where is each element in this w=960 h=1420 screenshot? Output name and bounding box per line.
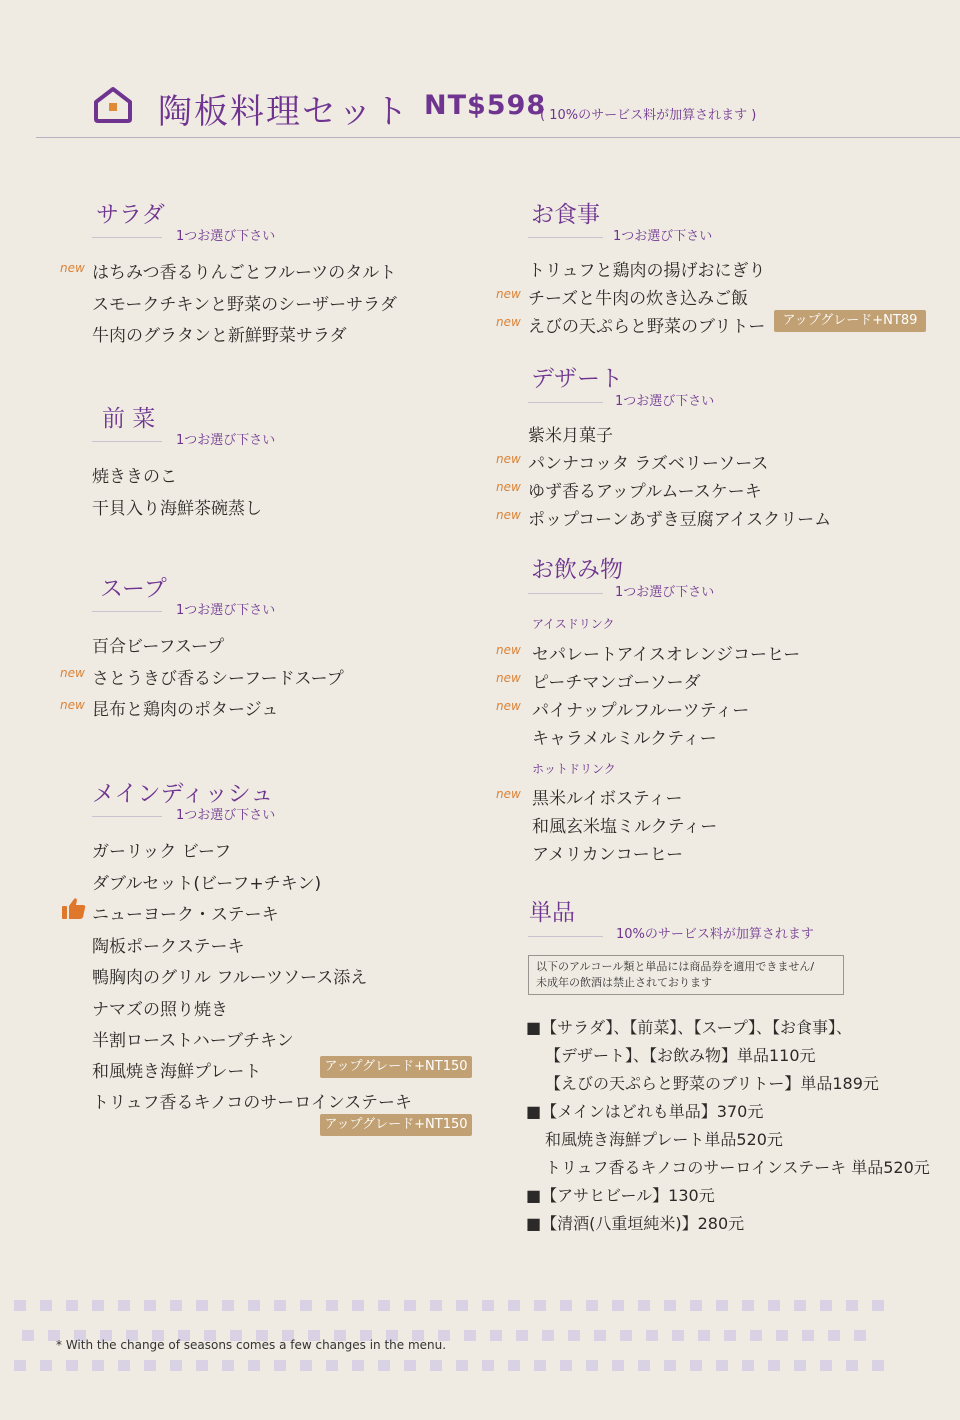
menu-item: アメリカンコーヒー: [532, 845, 684, 865]
decorative-dot: [742, 1360, 754, 1371]
decorative-dot: [326, 1360, 338, 1371]
section-subtitle: 1つお選び下さい: [615, 585, 715, 600]
menu-item: 鴨胸肉のグリル フルーツソース添え: [92, 968, 368, 988]
decorative-dot: [196, 1360, 208, 1371]
decorative-dot: [646, 1330, 658, 1341]
decorative-dot: [22, 1330, 34, 1341]
header-divider: [36, 137, 960, 138]
decorative-dot: [300, 1360, 312, 1371]
decorative-dot: [820, 1300, 832, 1311]
upgrade-badge: アップグレード+NT150: [320, 1114, 472, 1136]
decorative-dot: [378, 1360, 390, 1371]
alacarte-line: ■【サラダ】、【前菜】、【スープ】、【お食事】、: [526, 1018, 852, 1037]
decorative-dot: [794, 1360, 806, 1371]
section-subtitle: 1つお選び下さい: [176, 603, 276, 618]
decorative-dot: [612, 1360, 624, 1371]
decorative-dot: [378, 1300, 390, 1311]
decorative-dot: [716, 1300, 728, 1311]
section-title-alacarte: 単品: [529, 900, 575, 926]
menu-item: スモークチキンと野菜のシーザーサラダ: [92, 295, 397, 315]
decorative-dot: [586, 1300, 598, 1311]
decorative-dot: [568, 1330, 580, 1341]
decorative-dot: [534, 1300, 546, 1311]
menu-item: 黒米ルイボスティー: [532, 789, 683, 809]
decorative-dot: [534, 1360, 546, 1371]
section-underline: [92, 816, 162, 817]
decorative-dot: [664, 1300, 676, 1311]
decorative-dot: [776, 1330, 788, 1341]
menu-item: パイナップルフルーツティー: [532, 701, 750, 721]
new-badge: new: [60, 666, 85, 680]
decorative-dot: [430, 1360, 442, 1371]
new-badge: new: [496, 787, 521, 801]
decorative-dot: [690, 1300, 702, 1311]
decorative-dot: [872, 1300, 884, 1311]
section-underline: [92, 611, 162, 612]
new-badge: new: [496, 452, 521, 466]
decorative-dot: [430, 1300, 442, 1311]
decorative-dot: [794, 1300, 806, 1311]
decorative-dot: [854, 1330, 866, 1341]
decorative-dot: [118, 1300, 130, 1311]
section-title-drinks: お飲み物: [531, 557, 623, 583]
decorative-dot: [222, 1360, 234, 1371]
decorative-dot: [274, 1300, 286, 1311]
new-badge: new: [496, 671, 521, 685]
decorative-dot: [66, 1300, 78, 1311]
decorative-dot: [724, 1330, 736, 1341]
decorative-dot: [352, 1360, 364, 1371]
notice-line: 以下のアルコール類と単品には商品券を適用できません/: [536, 960, 815, 973]
decorative-dot: [664, 1360, 676, 1371]
decorative-dot: [40, 1360, 52, 1371]
service-charge-note: ( 10%のサービス料が加算されます ): [540, 108, 757, 123]
menu-item: トリュフと鶏肉の揚げおにぎり: [528, 261, 766, 281]
decorative-dot: [846, 1300, 858, 1311]
alacarte-line: ■【清酒(八重垣純米)】280元: [526, 1214, 745, 1233]
section-underline: [528, 402, 603, 403]
decorative-dot: [482, 1360, 494, 1371]
house-icon: [92, 86, 134, 124]
decorative-dot: [196, 1300, 208, 1311]
upgrade-badge: アップグレード+NT89: [774, 310, 926, 332]
decorative-dot: [560, 1300, 572, 1311]
new-badge: new: [496, 480, 521, 494]
alacarte-line: 【えびの天ぷらと野菜のブリトー】単品189元: [545, 1074, 879, 1093]
new-badge: new: [60, 698, 85, 712]
new-badge: new: [496, 643, 521, 657]
decorative-dot: [222, 1300, 234, 1311]
decorative-dot: [690, 1360, 702, 1371]
section-title-soup: スープ: [100, 576, 167, 602]
decorative-dot: [14, 1360, 26, 1371]
section-title-main: メインディッシュ: [92, 781, 274, 807]
section-underline: [528, 593, 603, 594]
upgrade-badge: アップグレード+NT150: [320, 1056, 472, 1078]
decorative-dot: [508, 1360, 520, 1371]
alacarte-line: 和風焼き海鮮プレート単品520元: [545, 1130, 783, 1149]
decorative-dot: [516, 1330, 528, 1341]
decorative-dot: [846, 1360, 858, 1371]
menu-item: ニューヨーク・ステーキ: [92, 905, 279, 925]
alacarte-line: 【デザート】、【お飲み物】単品110元: [545, 1046, 816, 1065]
decorative-dot: [40, 1300, 52, 1311]
menu-item: 百合ビーフスープ: [92, 637, 225, 657]
menu-item: チーズと牛肉の炊き込みご飯: [528, 289, 749, 309]
menu-item: 和風焼き海鮮プレート: [92, 1062, 262, 1082]
decorative-dot: [326, 1300, 338, 1311]
section-title-dessert: デザート: [531, 366, 623, 392]
menu-item: ポップコーンあずき豆腐アイスクリーム: [528, 510, 832, 530]
new-badge: new: [496, 287, 521, 301]
new-badge: new: [496, 699, 521, 713]
menu-item: 昆布と鶏肉のポタージュ: [92, 700, 279, 720]
thumbs-up-icon: [61, 897, 87, 921]
menu-item: パンナコッタ ラズベリーソース: [528, 454, 769, 474]
menu-item: えびの天ぷらと野菜のブリトー: [528, 317, 766, 337]
decorative-dot: [638, 1300, 650, 1311]
decorative-dot: [490, 1330, 502, 1341]
decorative-dot: [750, 1330, 762, 1341]
menu-item: トリュフ香るキノコのサーロインステーキ: [92, 1093, 412, 1113]
decorative-dot: [274, 1360, 286, 1371]
decorative-dot: [352, 1300, 364, 1311]
decorative-dot: [404, 1360, 416, 1371]
decorative-dot: [248, 1360, 260, 1371]
decorative-dot: [144, 1300, 156, 1311]
decorative-dot: [872, 1360, 884, 1371]
section-subtitle: 1つお選び下さい: [176, 808, 276, 823]
section-subtitle: 10%のサービス料が加算されます: [616, 927, 814, 942]
decorative-dot: [92, 1300, 104, 1311]
menu-item: 紫米月菓子: [528, 426, 613, 446]
decorative-dot: [118, 1360, 130, 1371]
decorative-dot: [300, 1300, 312, 1311]
menu-item: ナマズの照り焼き: [92, 1000, 228, 1020]
decorative-dot: [594, 1330, 606, 1341]
alcohol-notice-box: [528, 955, 844, 995]
menu-item: ピーチマンゴーソーダ: [532, 673, 701, 693]
menu-item: 陶板ポークステーキ: [92, 937, 245, 957]
menu-item: ダブルセット(ビーフ+チキン): [92, 874, 322, 894]
menu-item: ゆず香るアップルムースケーキ: [528, 482, 762, 502]
decorative-dot: [620, 1330, 632, 1341]
menu-item: 焼ききのこ: [92, 467, 177, 487]
decorative-dot: [638, 1360, 650, 1371]
decorative-dot: [170, 1300, 182, 1311]
decorative-dot: [672, 1330, 684, 1341]
section-underline: [528, 936, 603, 937]
page-title: 陶板料理セット: [158, 92, 410, 132]
decorative-dot: [716, 1360, 728, 1371]
decorative-dot: [828, 1330, 840, 1341]
decorative-dot: [456, 1360, 468, 1371]
alacarte-line: ■【メインはどれも単品】370元: [526, 1102, 764, 1121]
notice-line: 未成年の飲酒は禁止されております: [536, 976, 712, 989]
menu-item: 半割ローストハーブチキン: [92, 1031, 294, 1051]
section-underline: [528, 237, 603, 238]
decorative-dot: [560, 1360, 572, 1371]
new-badge: new: [60, 261, 85, 275]
section-subtitle: 1つお選び下さい: [176, 433, 276, 448]
decorative-dot: [14, 1300, 26, 1311]
hot-drink-label: ホットドリンク: [532, 762, 616, 776]
decorative-dot: [482, 1300, 494, 1311]
alacarte-line: トリュフ香るキノコのサーロインステーキ 単品520元: [545, 1158, 930, 1177]
decorative-dot: [768, 1360, 780, 1371]
menu-item: 和風玄米塩ミルクティー: [532, 817, 718, 837]
alacarte-line: ■【アサヒビール】130元: [526, 1186, 715, 1205]
section-subtitle: 1つお選び下さい: [613, 229, 713, 244]
section-title-appetizer: 前 菜: [102, 406, 156, 432]
section-underline: [92, 237, 162, 238]
section-underline: [92, 441, 162, 442]
decorative-dot: [92, 1360, 104, 1371]
decorative-dot: [66, 1360, 78, 1371]
decorative-dot: [248, 1300, 260, 1311]
decorative-dot: [820, 1360, 832, 1371]
menu-item: セパレートアイスオレンジコーヒー: [532, 645, 801, 665]
decorative-dot: [464, 1330, 476, 1341]
decorative-dot: [508, 1300, 520, 1311]
decorative-dot: [404, 1300, 416, 1311]
iced-drink-label: アイスドリンク: [532, 617, 615, 631]
decorative-dot: [170, 1360, 182, 1371]
decorative-dot: [456, 1300, 468, 1311]
new-badge: new: [496, 508, 521, 522]
decorative-dot: [144, 1360, 156, 1371]
decorative-dot: [542, 1330, 554, 1341]
menu-item: キャラメルミルクティー: [532, 729, 717, 749]
decorative-dot: [586, 1360, 598, 1371]
decorative-dot: [612, 1300, 624, 1311]
menu-item: はちみつ香るりんごとフルーツのタルト: [92, 263, 397, 283]
section-subtitle: 1つお選び下さい: [615, 394, 715, 409]
decorative-dot: [742, 1300, 754, 1311]
set-price: NT$598: [424, 90, 547, 121]
menu-item: ガーリック ビーフ: [92, 842, 232, 862]
menu-item: 牛肉のグラタンと新鮮野菜サラダ: [92, 326, 347, 346]
menu-item: 干貝入り海鮮茶碗蒸し: [92, 499, 262, 519]
menu-item: さとうきび香るシーフードスープ: [92, 669, 344, 689]
decorative-dot: [698, 1330, 710, 1341]
section-subtitle: 1つお選び下さい: [176, 229, 276, 244]
section-title-salad: サラダ: [96, 202, 165, 228]
decorative-dot: [802, 1330, 814, 1341]
footer-note: * With the change of seasons comes a few changes in the menu.: [56, 1338, 447, 1352]
section-title-meal: お食事: [531, 202, 600, 228]
decorative-dot: [768, 1300, 780, 1311]
new-badge: new: [496, 315, 521, 329]
